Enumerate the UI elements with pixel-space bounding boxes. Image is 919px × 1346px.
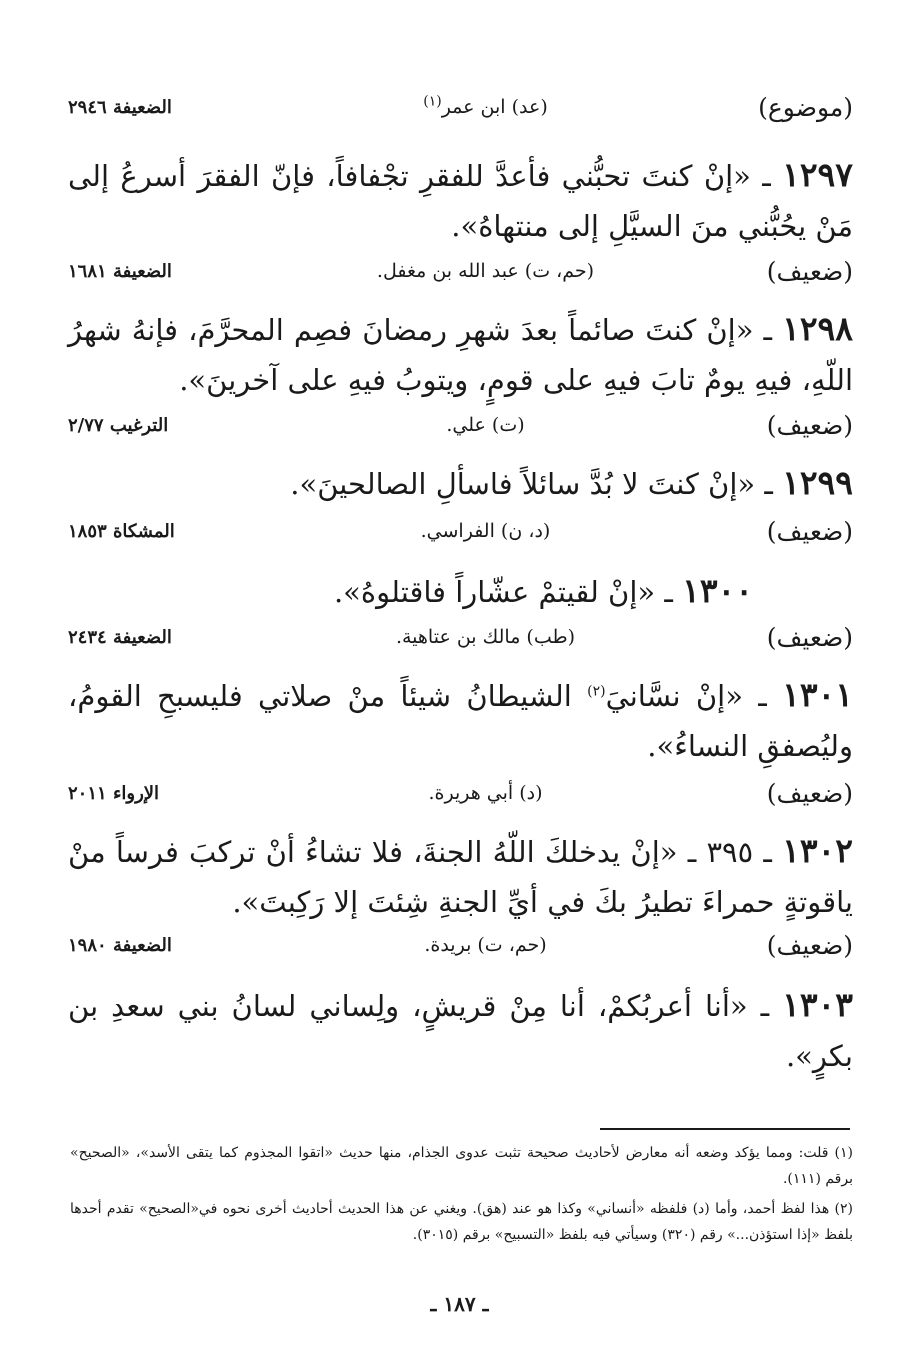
hadith-separator: ـ ٣٩٥ ـ	[677, 835, 783, 869]
hadith-text: الشيطانُ شيئاً منْ صلاتي فليسبحِ القومُ، وليُصفقِ النساءُ».	[68, 679, 853, 763]
hadith-text: «إنْ كنتَ لا بُدَّ سائلاً فاسألِ الصالحينَ».	[290, 467, 756, 501]
hadith-text: «أنا أعربُكمْ، أنا مِنْ قريشٍ، ولِساني لسانُ بني سعدِ بن بكرٍ».	[68, 989, 853, 1073]
grade-label: (موضوع)	[758, 92, 853, 122]
hadith-number: ١٢٩٩	[782, 463, 853, 502]
hadith-number: ١٢٩٧	[782, 155, 853, 194]
grade-label: (ضعيف)	[766, 410, 853, 440]
grade-label: (ضعيف)	[766, 930, 853, 960]
footnote-marker: (٢)	[587, 683, 606, 700]
hadith-text: «إنْ كنتَ صائماً بعدَ شهرِ رمضانَ فصِم المحرَّمَ، فإنهُ شهرُ اللّهِ، فيهِ يومٌ تابَ فيهِ على قومٍ، ويتوبُ فيهِ على آخرينَ».	[68, 313, 853, 397]
hadith-entry	[68, 458, 853, 509]
hadith-meta	[68, 402, 853, 448]
hadith-meta	[68, 508, 853, 554]
hadith-entry	[68, 304, 853, 405]
reference-label: الضعيفة ١٩٨٠	[68, 934, 172, 956]
grade-label: (ضعيف)	[766, 778, 853, 808]
hadith-entry	[68, 566, 853, 617]
header-meta	[68, 84, 853, 130]
reference-label: الترغيب ٢/٧٧	[68, 414, 169, 436]
hadith-number: ١٣٠٢	[782, 831, 854, 870]
source-text: (عد) ابن عمر	[441, 96, 548, 118]
source-label: (د، ن) الفراسي.	[420, 520, 551, 542]
hadith-separator: ـ	[747, 989, 783, 1023]
hadith-number: ١٣٠٣	[782, 985, 853, 1024]
source-label	[268, 93, 703, 118]
hadith-entry	[68, 670, 853, 771]
page-number: ـ ١٨٧ ـ	[430, 1292, 489, 1316]
footnote: (١) قلت: ومما يؤكد وضعه أنه معارض لأحاديث صحيحة تثبت عدوى الجذام، منها حديث «اتقوا المجذوم كما يتقى الأسد»، «الصحيح» برقم (١١١).	[70, 1145, 853, 1187]
reference-label: المشكاة ١٨٥٣	[68, 520, 175, 542]
grade-label: (ضعيف)	[766, 622, 853, 652]
hadith-text-start: «إنْ نسَّانيَ	[605, 679, 743, 713]
hadith-entry	[68, 150, 853, 251]
hadith-separator: ـ	[750, 159, 783, 193]
source-label: (طب) مالك بن عتاهية.	[395, 626, 576, 648]
source-label: (ت) علي.	[446, 414, 525, 436]
footnote-marker: (١)	[423, 93, 442, 110]
hadith-separator: ـ	[742, 679, 783, 713]
hadith-text: «إنْ كنتَ تحبُّني فأعدَّ للفقرِ تجْفافاً، فإنّ الفقرَ أسرعُ إلى مَنْ يحُبُّني منَ السيَّلِ إلى منتهاهُ».	[68, 159, 853, 243]
source-label: (د) أبي هريرة.	[428, 782, 543, 804]
reference-label: الضعيفة ٢٤٣٤	[68, 626, 172, 648]
footnote: (٢) هذا لفظ أحمد، وأما (د) فلفظه «أنساني» وكذا هو عند (هق). ويغني عن هذا الحديث أحاديث أخرى نحوه في«الصحيح» تقدم أحدها بلفظ «إذا استؤذن...» رقم (٣٢٠) وسيأتي فيه بلفظ «التسبيح» برقم (٣٠١٥).	[70, 1201, 853, 1243]
hadith-meta	[68, 770, 853, 816]
hadith-number: ١٣٠٠	[682, 571, 753, 610]
hadith-number: ١٢٩٨	[782, 309, 853, 348]
footnote-divider	[600, 1128, 850, 1130]
hadith-meta	[68, 614, 853, 660]
grade-label: (ضعيف)	[766, 256, 853, 286]
hadith-meta	[68, 248, 853, 294]
reference-label: الضعيفة ١٦٨١	[68, 260, 172, 282]
source-label: (حم، ت) عبد الله بن مغفل.	[376, 260, 595, 282]
hadith-text: «إنْ لقيتمْ عشّاراً فاقتلوهُ».	[333, 575, 656, 609]
reference-label: الضعيفة ٢٩٤٦	[68, 96, 172, 118]
hadith-meta	[68, 922, 853, 968]
hadith-entry	[68, 826, 853, 927]
grade-label: (ضعيف)	[766, 516, 853, 546]
hadith-separator: ـ	[755, 467, 783, 501]
reference-label: الإرواء ٢٠١١	[68, 782, 160, 804]
hadith-separator: ـ	[753, 313, 783, 347]
hadith-entry	[68, 980, 853, 1081]
hadith-text: «إنْ يدخلكَ اللّهُ الجنةَ، فلا تشاءُ أنْ تركبَ فرساً منْ ياقوتةٍ حمراءَ تطيرُ بكَ في أيِّ الجنةِ شِئتَ إلا رَكِبتَ».	[68, 835, 853, 919]
hadith-number: ١٣٠١	[782, 675, 853, 714]
hadith-separator: ـ	[655, 575, 683, 609]
source-label: (حم، ت) بريدة.	[424, 934, 547, 956]
